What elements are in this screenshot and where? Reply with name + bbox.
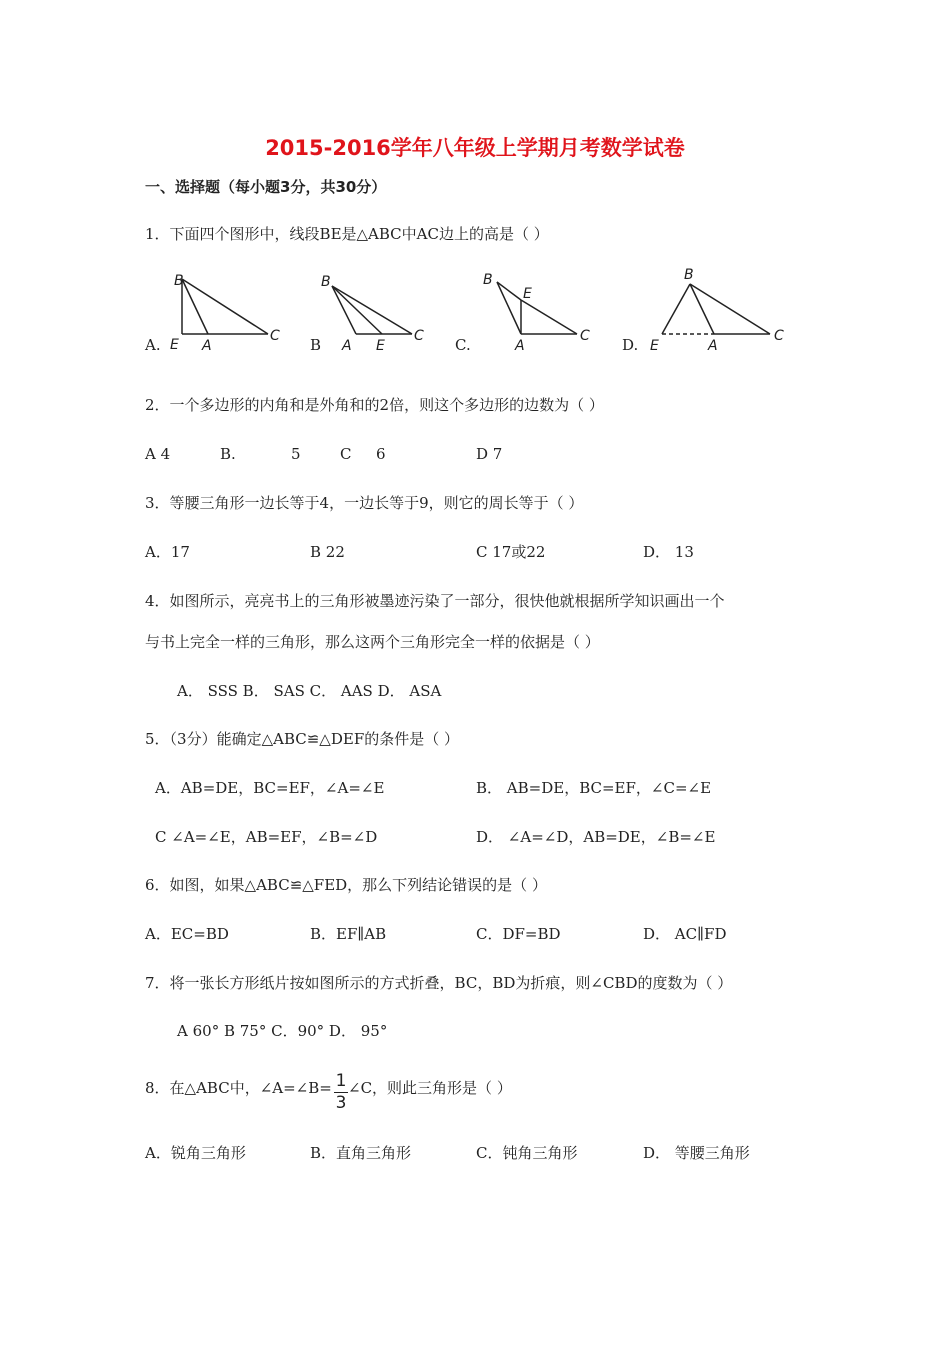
q1-option-d: D. xyxy=(622,336,639,354)
label-b: B xyxy=(174,273,184,289)
question-4-text-line-1: 4．如图所示，亮亮书上的三角形被墨迹污染了一部分，很快他就根据所学知识画出一个 xyxy=(145,592,725,610)
label-e: E xyxy=(170,337,179,353)
figure-d xyxy=(640,262,795,361)
q2-option-a: A 4 xyxy=(145,445,171,463)
segment-ec xyxy=(521,300,577,334)
question-6-text: 6．如图，如果△ABC≌△FED，那么下列结论错误的是（ ） xyxy=(145,876,547,894)
label-c: C xyxy=(580,328,590,344)
q8-option-c: C．钝角三角形 xyxy=(476,1144,578,1162)
segment-be xyxy=(332,286,382,334)
question-5-text: 5．（3分）能确定△ABC≌△DEF的条件是（ ） xyxy=(145,730,459,748)
question-2-text: 2．一个多边形的内角和是外角和的2倍，则这个多边形的边数为（ ） xyxy=(145,396,604,414)
label-e: E xyxy=(376,338,385,354)
figure-a xyxy=(160,262,290,361)
page-title: 2015-2016学年八年级上学期月考数学试卷 xyxy=(265,136,685,160)
label-c: C xyxy=(774,328,784,344)
q2-option-b: B. xyxy=(220,445,236,463)
figure-c xyxy=(475,262,605,361)
q2-option-c: C xyxy=(340,445,352,463)
q2-option-b-value: 5 xyxy=(291,445,301,463)
question-4-text-line-2: 与书上完全一样的三角形，那么这两个三角形完全一样的依据是（ ） xyxy=(145,633,600,651)
q1-option-c: C. xyxy=(455,336,471,354)
segment-ba xyxy=(497,282,521,334)
q5-option-d: D． ∠A=∠D，AB=DE，∠B=∠E xyxy=(476,828,716,846)
q4-options: A． SSS B． SAS C． AAS D． ASA xyxy=(177,682,442,700)
fraction-numerator: 1 xyxy=(335,1071,347,1091)
q5-option-a: A．AB=DE，BC=EF，∠A=∠E xyxy=(155,779,385,797)
q6-option-c: C．DF=BD xyxy=(476,925,561,943)
q5-option-b: B． AB=DE，BC=EF，∠C=∠E xyxy=(476,779,712,797)
q3-option-c: C 17或22 xyxy=(476,543,546,561)
fraction-one-third xyxy=(334,1073,348,1112)
label-e: E xyxy=(523,286,532,302)
question-7-text: 7．将一张长方形纸片按如图所示的方式折叠，BC，BD为折痕，则∠CBD的度数为（ ） xyxy=(145,974,733,992)
question-1-text: 1．下面四个图形中，线段BE是△ABC中AC边上的高是（ ） xyxy=(145,225,549,243)
label-b: B xyxy=(684,267,694,283)
figure-b xyxy=(310,262,440,361)
question-8-text-end: ∠C，则此三角形是（ ） xyxy=(348,1079,512,1097)
segment-be xyxy=(662,284,690,334)
question-3-text: 3．等腰三角形一边长等于4，一边长等于9，则它的周长等于（ ） xyxy=(145,494,584,512)
q1-option-a: A. xyxy=(145,336,161,354)
q6-option-d: D． AC∥FD xyxy=(643,925,727,943)
q6-option-a: A．EC=BD xyxy=(145,925,229,943)
label-c: C xyxy=(414,328,424,344)
q3-option-d: D． 13 xyxy=(643,543,694,561)
fraction-denominator: 3 xyxy=(335,1093,347,1113)
label-a: A xyxy=(515,338,525,354)
label-b: B xyxy=(321,274,331,290)
q6-option-b: B．EF∥AB xyxy=(310,925,387,943)
q7-options: A 60° B 75° C．90° D． 95° xyxy=(177,1022,388,1040)
label-b: B xyxy=(483,272,493,288)
label-c: C xyxy=(270,328,280,344)
q5-option-c: C ∠A=∠E，AB=EF，∠B=∠D xyxy=(155,828,378,846)
q8-option-d: D． 等腰三角形 xyxy=(643,1144,750,1162)
q2-option-d: D 7 xyxy=(476,445,503,463)
label-a: A xyxy=(708,338,718,354)
label-a: A xyxy=(202,338,212,354)
q8-option-b: B．直角三角形 xyxy=(310,1144,412,1162)
q8-option-a: A．锐角三角形 xyxy=(145,1144,246,1162)
section-heading: 一、选择题（每小题3分，共30分） xyxy=(145,178,387,196)
q3-option-a: A．17 xyxy=(145,543,190,561)
label-e: E xyxy=(650,338,659,354)
q2-option-c-value: 6 xyxy=(376,445,386,463)
q3-option-b: B 22 xyxy=(310,543,345,561)
question-8-text-start: 8．在△ABC中，∠A=∠B= xyxy=(145,1079,332,1097)
label-a: A xyxy=(342,338,352,354)
q1-option-b: B xyxy=(310,336,322,354)
